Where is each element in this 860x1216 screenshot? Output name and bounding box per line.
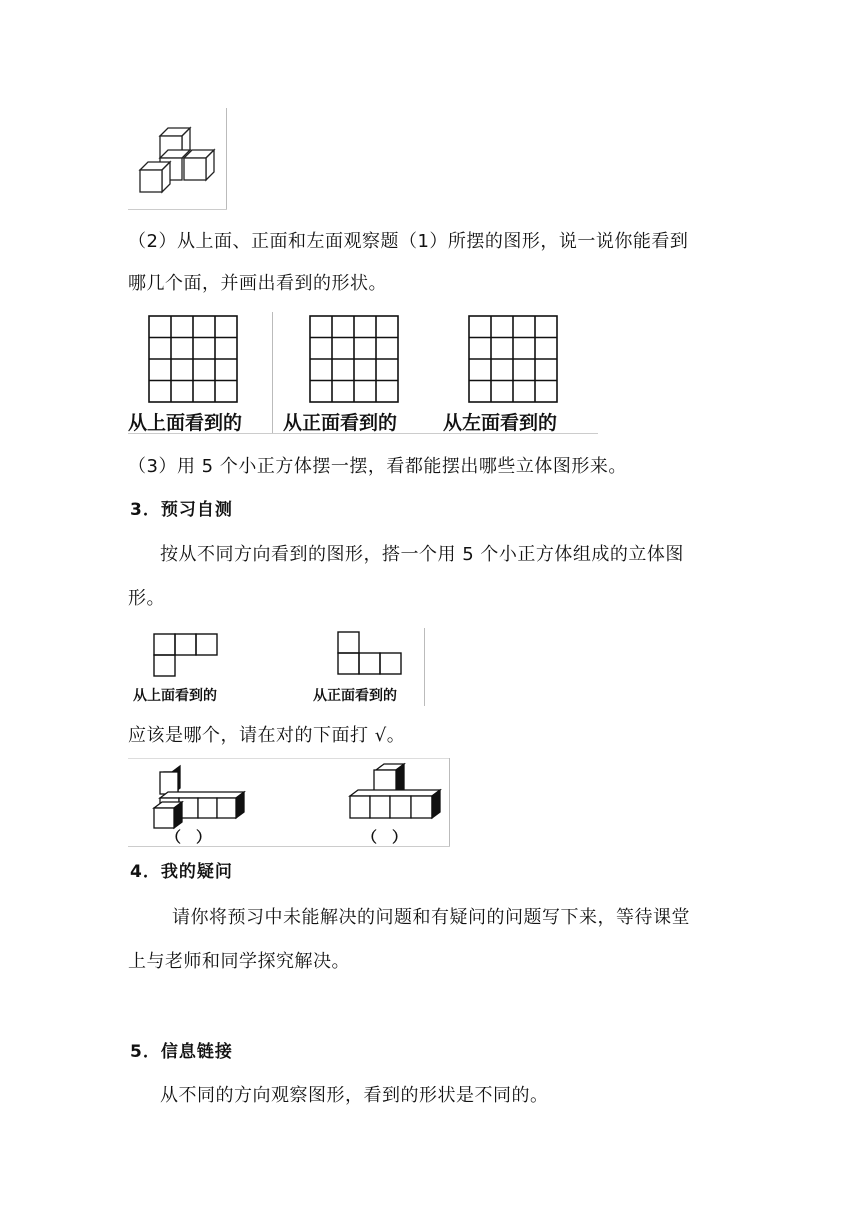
choice-box-top-border [128,758,450,759]
section4-text-line1: 请你将预习中未能解决的问题和有疑问的问题写下来，等待课堂 [172,907,690,928]
section3-text-line1: 按从不同方向看到的图形，搭一个用 5 个小正方体组成的立体图 [160,544,684,565]
section5-text: 从不同的方向观察图形，看到的形状是不同的。 [160,1085,549,1106]
view-caption-top: 从上面看到的 [133,688,217,704]
grid-4x4 [309,315,399,403]
choice-b-answer-box[interactable]: （ ） [362,828,408,846]
q2-text-line2: 哪几个面，并画出看到的形状。 [128,273,387,294]
front-view-shape [336,630,404,680]
grid-caption-top: 从上面看到的 [128,412,243,434]
cube-figure-top [128,108,228,210]
top-view-drawing [152,632,220,678]
view-caption-front: 从正面看到的 [313,688,397,704]
choice-a-answer-box[interactable]: （ ） [166,828,212,846]
section3-heading: 3．预习自测 [130,500,233,520]
choice-b-cubes [350,762,440,826]
section4-text-line2: 上与老师和同学探究解决。 [128,951,350,972]
grid-left-view [468,315,558,407]
grid-top-view [148,315,238,407]
grid-4x4 [468,315,558,403]
grid-separator [272,312,273,434]
choice-figures-box [128,758,450,847]
grid-caption-left: 从左面看到的 [443,412,558,434]
section5-heading: 5．信息链接 [130,1042,233,1062]
view-border-line [424,628,425,706]
section4-heading: 4．我的疑问 [130,862,233,882]
section3-question: 应该是哪个，请在对的下面打 √。 [128,725,406,746]
choice-box-right-border [449,758,450,847]
section3-text-line2: 形。 [128,588,165,609]
q3-text: （3）用 5 个小正方体摆一摆，看都能摆出哪些立体图形来。 [128,456,627,477]
isometric-cubes-drawing [128,108,228,210]
q2-text-line1: （2）从上面、正面和左面观察题（1）所摆的图形，说一说你能看到 [128,231,689,252]
grid-caption-front: 从正面看到的 [283,412,398,434]
grid-front-view [309,315,399,407]
top-view-shape [152,632,220,682]
figure-border-line [226,108,227,210]
grid-4x4 [148,315,238,403]
front-view-drawing [336,630,404,676]
figure-border-line [128,209,227,210]
choice-a-cubes [158,762,248,826]
